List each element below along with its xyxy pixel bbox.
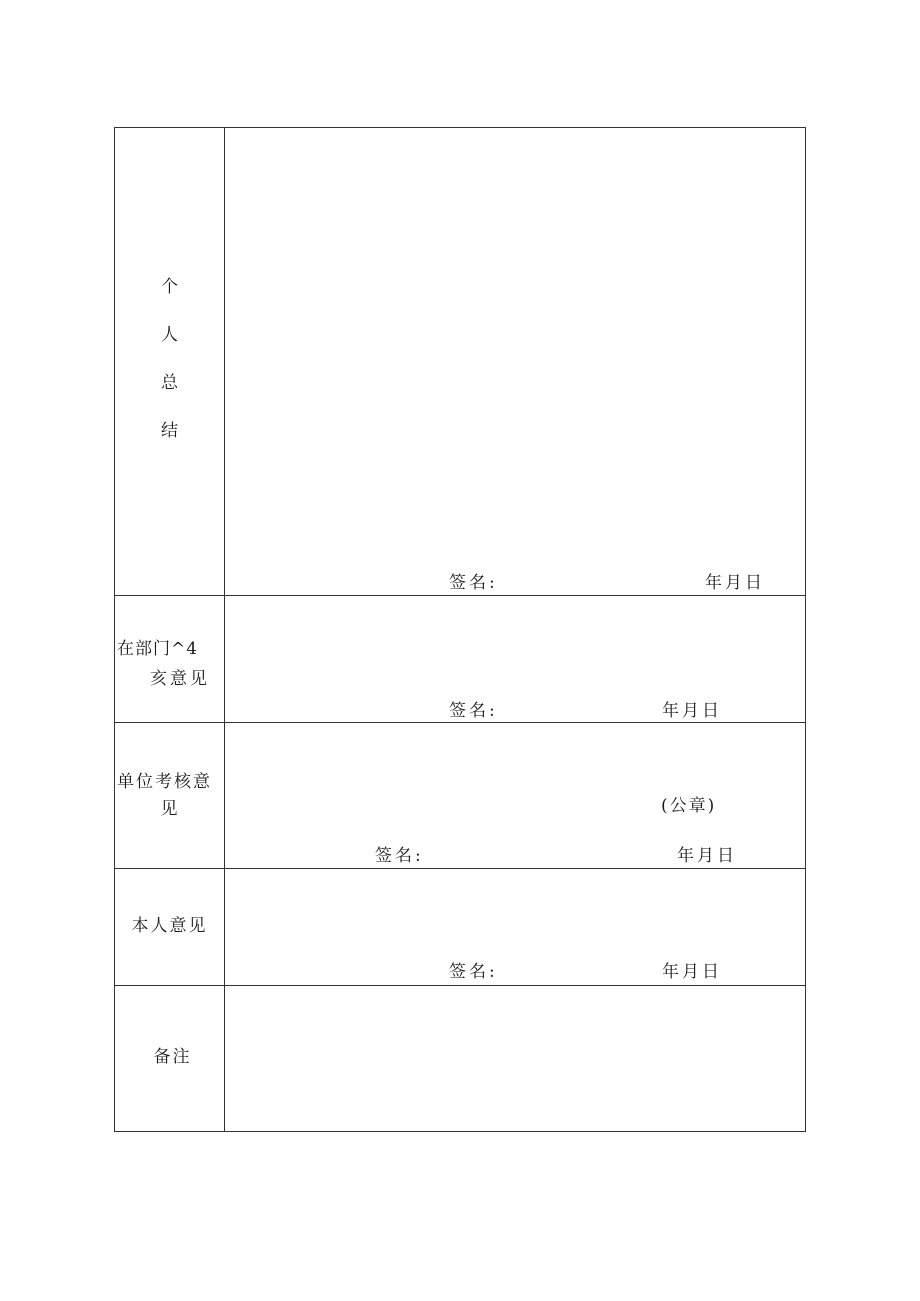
date-label: 年月日 (662, 962, 722, 982)
label-line: 在部门^4 (117, 639, 199, 659)
unit-assessment-label-cell (115, 723, 225, 869)
unit-assessment-label (117, 769, 223, 823)
label-char: 总 (161, 372, 178, 393)
unit-assessment-row (115, 723, 806, 869)
remarks-label: 备注 (153, 1047, 192, 1067)
self-opinion-field[interactable] (225, 869, 806, 986)
signature-label: 签名: (449, 701, 498, 721)
label-line: 单位考核意 (117, 772, 212, 792)
label-char: 人 (161, 324, 178, 345)
remarks-label-cell (115, 986, 225, 1132)
department-opinion-label (117, 634, 210, 694)
self-opinion-label: 本人意见 (131, 915, 208, 936)
self-opinion-label-cell (115, 869, 225, 986)
department-opinion-row (115, 596, 806, 723)
remarks-field[interactable] (225, 986, 806, 1132)
date-label: 年月日 (677, 846, 737, 866)
personal-summary-field[interactable] (225, 128, 806, 596)
department-opinion-label-cell (115, 596, 225, 723)
date-label: 年月日 (705, 573, 765, 593)
signature-label: 签名: (449, 573, 498, 593)
remarks-row (115, 986, 806, 1132)
signature-label: 签名: (375, 846, 424, 866)
official-seal-label: (公章) (661, 796, 717, 816)
signature-label: 签名: (449, 962, 498, 982)
date-label: 年月日 (662, 701, 722, 721)
personal-summary-label (161, 275, 178, 443)
unit-assessment-field[interactable] (225, 723, 806, 869)
label-char: 个 (161, 276, 178, 297)
label-line: 见 (160, 799, 180, 819)
personal-summary-row (115, 128, 806, 596)
department-opinion-field[interactable] (225, 596, 806, 723)
label-char: 结 (161, 420, 178, 441)
label-line: 亥意见 (150, 669, 210, 689)
self-opinion-row (115, 869, 806, 986)
assessment-form-table (114, 127, 806, 1132)
personal-summary-label-cell (115, 128, 225, 596)
